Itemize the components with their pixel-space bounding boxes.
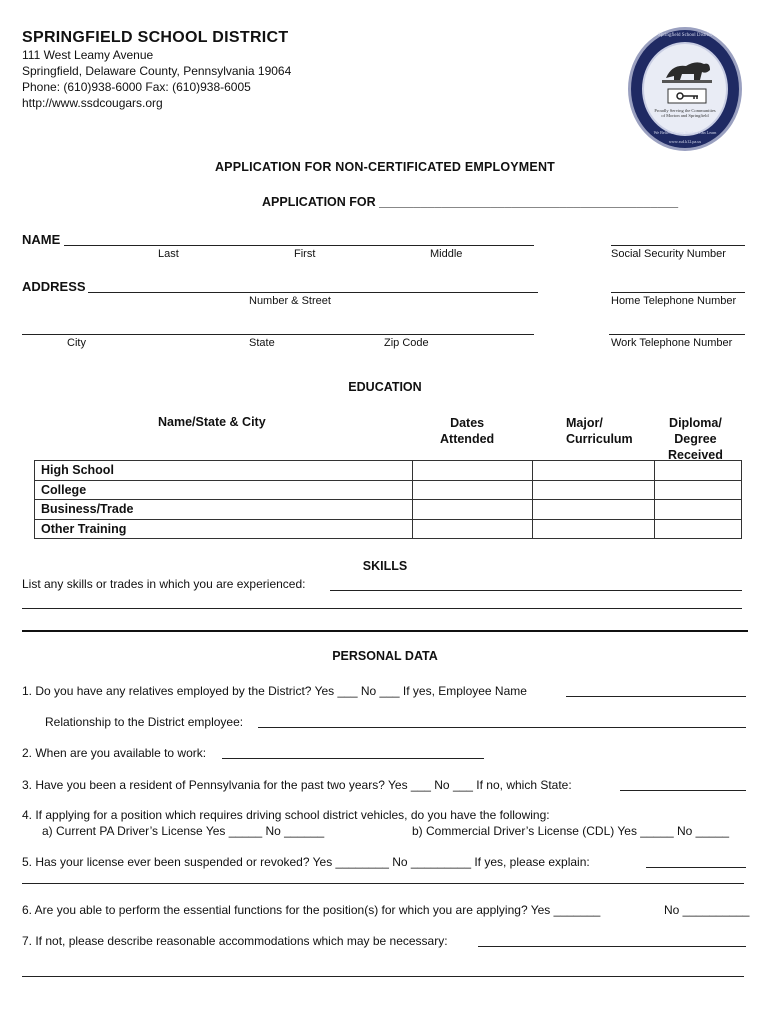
table-row xyxy=(35,519,742,539)
edu-col-diploma: Diploma/ Degree Received xyxy=(668,416,723,462)
first-label: First xyxy=(294,248,316,260)
question-4a[interactable]: a) Current PA Driver’s License Yes _____ No ______ xyxy=(42,824,325,838)
question-3: 3. Have you been a resident of Pennsylvania for the past two years? Yes ___ No ___ If no, which State: xyxy=(22,778,572,792)
accommodations-input-line[interactable] xyxy=(478,946,746,947)
personal-data-title: PERSONAL DATA xyxy=(332,649,438,663)
edu-col-major: Major/ Curriculum xyxy=(566,416,633,446)
edu-diploma-cell[interactable] xyxy=(655,519,742,539)
work-phone-input-line[interactable] xyxy=(609,334,745,335)
seal-url-text: www.ssd.k12.pa.us xyxy=(668,139,702,144)
edu-dates-cell[interactable] xyxy=(413,461,533,481)
edu-major-cell[interactable] xyxy=(533,500,655,520)
license-explain-input-line-2[interactable] xyxy=(22,883,744,884)
edu-major-cell[interactable] xyxy=(533,519,655,539)
question-6: 6. Are you able to perform the essential functions for the position(s) for which you are applying? Yes _______ xyxy=(22,903,601,917)
city-label: City xyxy=(67,337,86,349)
employee-name-input-line[interactable] xyxy=(566,696,746,697)
section-divider xyxy=(22,630,748,632)
name-input-line[interactable] xyxy=(64,245,534,246)
license-explain-input-line[interactable] xyxy=(646,867,746,868)
edu-row-label: High School xyxy=(35,461,413,481)
edu-row-label: College xyxy=(35,480,413,500)
number-street-label: Number & Street xyxy=(249,295,331,307)
home-phone-label: Home Telephone Number xyxy=(611,295,737,307)
cougar-icon xyxy=(644,50,728,90)
table-row xyxy=(35,500,742,520)
district-address-line1: 111 West Leamy Avenue xyxy=(22,48,154,62)
question-4b[interactable]: b) Commercial Driver’s License (CDL) Yes _____ No _____ xyxy=(412,824,730,838)
edu-dates-cell[interactable] xyxy=(413,519,533,539)
edu-major-cell[interactable] xyxy=(533,480,655,500)
district-phone-fax: Phone: (610)938-6000 Fax: (610)938-6005 xyxy=(22,80,251,94)
edu-dates-cell[interactable] xyxy=(413,500,533,520)
address-input-line[interactable] xyxy=(88,292,538,293)
skills-prompt: List any skills or trades in which you are experienced: xyxy=(22,577,306,591)
accommodations-input-line-2[interactable] xyxy=(22,976,744,977)
ssn-input-line[interactable] xyxy=(611,245,745,246)
skills-input-line-2[interactable] xyxy=(22,608,742,609)
address-label: ADDRESS xyxy=(22,279,86,294)
state-label: State xyxy=(249,337,275,349)
edu-diploma-cell[interactable] xyxy=(655,461,742,481)
skills-input-line-1[interactable] xyxy=(330,590,742,591)
district-address-line2: Springfield, Delaware County, Pennsylvania 19064 xyxy=(22,64,292,78)
form-title: APPLICATION FOR NON-CERTIFICATED EMPLOYMENT xyxy=(214,160,556,174)
district-website[interactable]: http://www.ssdcougars.org xyxy=(22,96,163,110)
district-seal-logo xyxy=(628,27,742,151)
edu-dates-cell[interactable] xyxy=(413,480,533,500)
which-state-input-line[interactable] xyxy=(620,790,746,791)
edu-diploma-cell[interactable] xyxy=(655,500,742,520)
seal-ring-top-text: Springfield School District xyxy=(658,33,712,38)
application-for-field[interactable]: APPLICATION FOR ___________________________________________ xyxy=(262,195,679,209)
seal-ring-bottom-text: We Believe Every Student Can Learn xyxy=(653,130,717,135)
district-name: SPRINGFIELD SCHOOL DISTRICT xyxy=(22,29,289,46)
ssn-label: Social Security Number xyxy=(611,248,726,260)
availability-input-line[interactable] xyxy=(222,758,484,759)
middle-label: Middle xyxy=(430,248,463,260)
edu-col-name: Name/State & City xyxy=(158,415,266,429)
last-label: Last xyxy=(158,248,179,260)
seal-inner xyxy=(642,42,728,136)
skills-title: SKILLS xyxy=(362,559,408,573)
question-1: 1. Do you have any relatives employed by the District? Yes ___ No ___ If yes, Employee Name xyxy=(22,684,527,698)
name-label: NAME xyxy=(22,232,61,247)
zip-label: Zip Code xyxy=(384,337,429,349)
city-state-zip-input-line[interactable] xyxy=(22,334,534,335)
table-row xyxy=(35,480,742,500)
question-7: 7. If not, please describe reasonable accommodations which may be necessary: xyxy=(22,934,448,948)
question-4: 4. If applying for a position which requires driving school district vehicles, do you have the following: xyxy=(22,808,550,822)
edu-major-cell[interactable] xyxy=(533,461,655,481)
home-phone-input-line[interactable] xyxy=(611,292,745,293)
edu-row-label: Business/Trade xyxy=(35,500,413,520)
work-phone-label: Work Telephone Number xyxy=(611,337,733,349)
edu-row-label: Other Training xyxy=(35,519,413,539)
education-table xyxy=(34,460,742,539)
question-1-relationship: Relationship to the District employee: xyxy=(45,715,244,729)
question-6-no[interactable]: No __________ xyxy=(664,903,750,917)
table-row xyxy=(35,461,742,481)
question-2: 2. When are you available to work: xyxy=(22,746,207,760)
relationship-input-line[interactable] xyxy=(258,727,746,728)
edu-col-dates: Dates Attended xyxy=(440,416,495,446)
edu-diploma-cell[interactable] xyxy=(655,480,742,500)
education-title: EDUCATION xyxy=(348,380,422,394)
seal-center-text: Proudly Serving the Communities of Morton and Springfield xyxy=(654,108,716,118)
key-book-icon xyxy=(644,86,728,106)
question-5: 5. Has your license ever been suspended or revoked? Yes ________ No _________ If yes, please explain: xyxy=(22,855,590,869)
